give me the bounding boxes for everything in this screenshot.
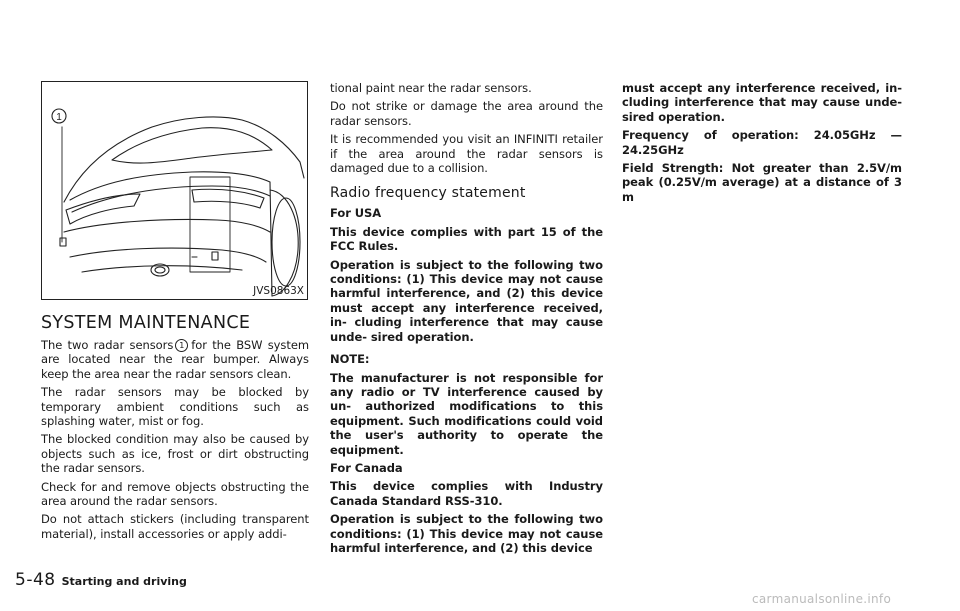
page-footer (15, 570, 187, 590)
paragraph-accept-interference: must accept any interference received, in- cluding interference that may cause unde- sired operation. (622, 81, 902, 124)
paragraph-stickers: Do not attach stickers (including transparent material), install accessories or apply addi- (41, 512, 309, 541)
car-rear-drawing (42, 82, 307, 299)
callout-number: 1 (56, 112, 62, 123)
paragraph-field-strength: Field Strength: Not greater than 2.5V/m peak (0.25V/m average) at a distance of 3 m (622, 161, 902, 204)
column-3 (622, 81, 902, 204)
car-illustration-figure (41, 81, 308, 300)
footer-section-title: Starting and driving (61, 575, 187, 588)
column-1 (41, 338, 309, 541)
paragraph-visit-retailer: It is recommended you visit an INFINITI retailer if the area around the radar sensors is damaged due to a collision. (330, 132, 603, 176)
figure-caption: JVS0863X (253, 285, 304, 297)
paragraph-do-not-strike: Do not strike or damage the area around the radar sensors. (330, 99, 603, 128)
callout-marker: 1 (175, 339, 188, 352)
watermark: carmanualsonline.info (752, 592, 892, 606)
label-for-usa: For USA (330, 206, 382, 221)
section-heading-radio-frequency: Radio frequency statement (330, 185, 526, 202)
section-heading-system-maintenance: SYSTEM MAINTENANCE (41, 313, 251, 333)
paragraph-canada-compliance: This device complies with Industry Canada Standard RSS-310. (330, 479, 603, 508)
page-number: 5-48 (15, 570, 56, 590)
paragraph-fcc-compliance: This device complies with part 15 of the FCC Rules. (330, 224, 603, 254)
label-for-canada: For Canada (330, 460, 403, 475)
paragraph-objects-block: The blocked condition may also be caused by objects such as ice, frost or dirt obstructing the radar sensors. (41, 432, 309, 476)
paragraph-temporary-block: The radar sensors may be blocked by temporary ambient conditions such as splashing water, mist or fog. (41, 385, 309, 429)
paragraph-check-remove: Check for and remove objects obstructing the area around the radar sensors. (41, 479, 309, 509)
paragraph-canada-conditions: Operation is subject to the following two conditions: (1) This device may not cause harmful interference, and (2) this device (330, 512, 603, 555)
paragraph-note: The manufacturer is not responsible for any radio or TV interference caused by un- authorized modifications to this equipment. Such modifications could void the user's authority to operate the equipment. (330, 370, 603, 457)
column-2 (330, 81, 603, 555)
label-note: NOTE: (330, 352, 370, 367)
paragraph-radar-location: The two radar sensors 1 for the BSW system are located near the rear bumper. Always keep the area near the radar sensors clean. (41, 338, 309, 381)
paragraph-frequency: Frequency of operation: 24.05GHz — 24.25GHz (622, 128, 902, 157)
paragraph-additional-paint: tional paint near the radar sensors. (330, 81, 532, 95)
paragraph-usa-conditions: Operation is subject to the following two conditions: (1) This device may not cause harmful interference, and (2) this device must accept any interference received, in- cluding interference that may cause unde- sired operation. (330, 257, 603, 344)
